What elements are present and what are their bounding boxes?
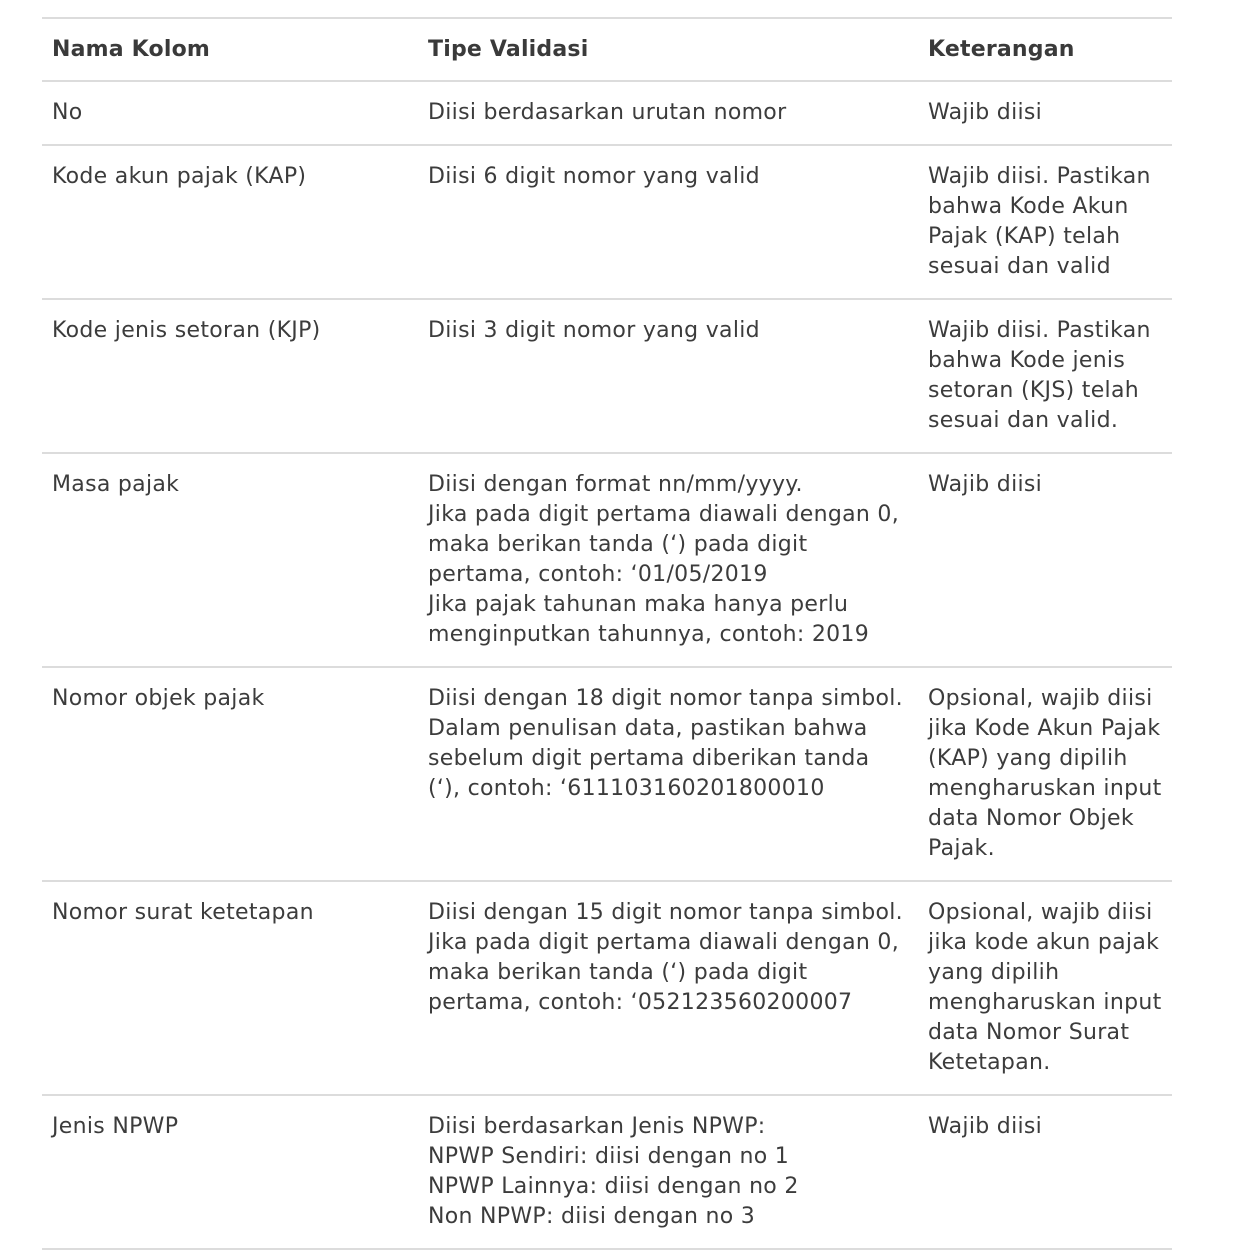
cell-nama-kolom: Nomor objek pajak: [42, 667, 418, 881]
cell-line: Diisi 3 digit nomor yang valid: [428, 318, 760, 343]
cell-line: Diisi berdasarkan Jenis NPWP:: [428, 1114, 766, 1139]
header-row: [42, 18, 1172, 81]
cell-tipe-validasi: [418, 881, 918, 1095]
table-row: [42, 881, 1172, 1095]
cell-keterangan: Wajib diisi: [918, 1095, 1172, 1249]
cell-tipe-validasi: [418, 1095, 918, 1249]
header-nama-kolom: Nama Kolom: [42, 18, 418, 81]
table-row: [42, 81, 1172, 145]
cell-nama-kolom: Nomor surat ketetapan: [42, 881, 418, 1095]
header-keterangan: Keterangan: [918, 18, 1172, 81]
cell-nama-kolom: Masa pajak: [42, 453, 418, 667]
cell-line: NPWP Sendiri: diisi dengan no 1: [428, 1144, 790, 1169]
validation-table: [42, 17, 1172, 1250]
cell-tipe-validasi: [418, 667, 918, 881]
cell-keterangan: Wajib diisi. Pastikan bahwa Kode jenis setoran (KJS) telah sesuai dan valid.: [918, 299, 1172, 453]
cell-line: Non NPWP: diisi dengan no 3: [428, 1204, 756, 1229]
cell-keterangan: Wajib diisi. Pastikan bahwa Kode Akun Pajak (KAP) telah sesuai dan valid: [918, 145, 1172, 299]
cell-keterangan: Wajib diisi: [918, 453, 1172, 667]
cell-line: Jika pajak tahunan maka hanya perlu menginputkan tahunnya, contoh: 2019: [428, 592, 870, 647]
table-row: [42, 299, 1172, 453]
cell-line: Jika pada digit pertama diawali dengan 0, maka berikan tanda (‘) pada digit pertama, contoh: ‘01/05/2019: [428, 502, 900, 587]
cell-tipe-validasi: [418, 299, 918, 453]
cell-tipe-validasi: [418, 81, 918, 145]
cell-nama-kolom: Jenis NPWP: [42, 1095, 418, 1249]
table-row: [42, 1095, 1172, 1249]
validation-table-container: [42, 17, 1172, 1250]
cell-line: Diisi dengan 18 digit nomor tanpa simbol. Dalam penulisan data, pastikan bahwa sebelum digit pertama diberikan tanda (‘), contoh: ‘611103160201800010: [428, 686, 903, 801]
cell-tipe-validasi: [418, 145, 918, 299]
cell-nama-kolom: Kode akun pajak (KAP): [42, 145, 418, 299]
table-row: [42, 453, 1172, 667]
cell-line: Diisi berdasarkan urutan nomor: [428, 100, 787, 125]
cell-line: Diisi dengan 15 digit nomor tanpa simbol.: [428, 900, 903, 925]
cell-keterangan: Opsional, wajib diisi jika kode akun pajak yang dipilih mengharuskan input data Nomor Surat Ketetapan.: [918, 881, 1172, 1095]
cell-nama-kolom: No: [42, 81, 418, 145]
header-tipe-validasi: Tipe Validasi: [418, 18, 918, 81]
cell-tipe-validasi: [418, 453, 918, 667]
cell-line: Diisi dengan format nn/mm/yyyy.: [428, 472, 803, 497]
cell-line: Jika pada digit pertama diawali dengan 0, maka berikan tanda (‘) pada digit pertama, contoh: ‘052123560200007: [428, 930, 900, 1015]
table-header: [42, 18, 1172, 81]
cell-line: NPWP Lainnya: diisi dengan no 2: [428, 1174, 799, 1199]
table-row: [42, 667, 1172, 881]
cell-keterangan: Wajib diisi: [918, 81, 1172, 145]
cell-line: Diisi 6 digit nomor yang valid: [428, 164, 760, 189]
table-row: [42, 145, 1172, 299]
cell-keterangan: Opsional, wajib diisi jika Kode Akun Pajak (KAP) yang dipilih mengharuskan input data Nomor Objek Pajak.: [918, 667, 1172, 881]
table-body: [42, 81, 1172, 1249]
cell-nama-kolom: Kode jenis setoran (KJP): [42, 299, 418, 453]
